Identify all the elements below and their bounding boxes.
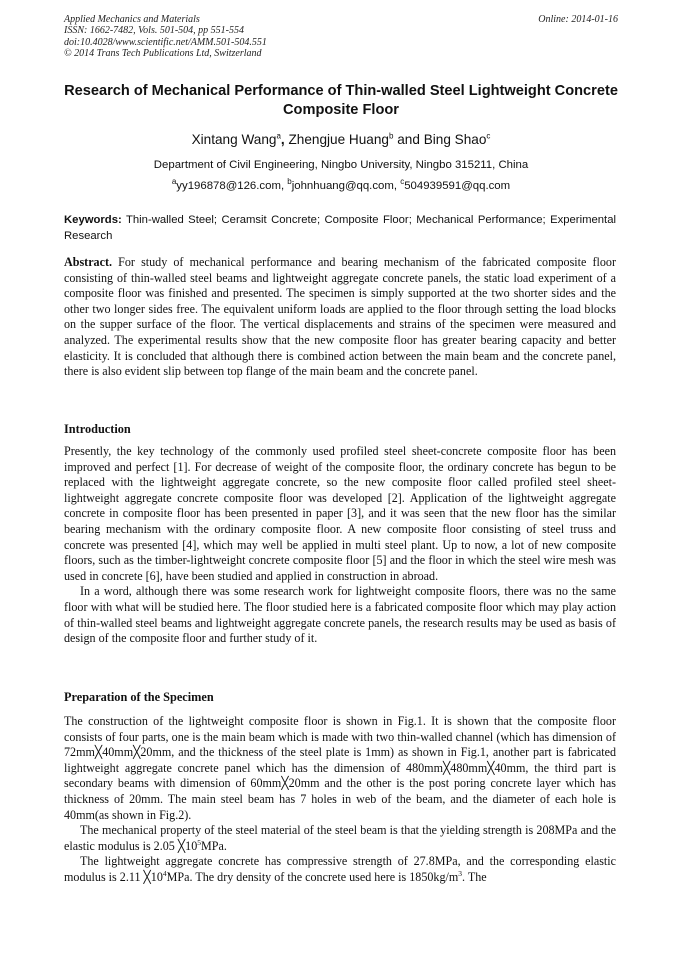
author-affil-mark: b	[389, 131, 394, 141]
paragraph: Presently, the key technology of the commonly used profiled steel sheet-concrete composite floor has been improved and perfect [1]. For decrease of weight of the composite floor, the ordinary concrete has begun to be replaced with the lightweight aggregate concrete, so the new composite floor called profiled steel sheet-lightweight aggregate concrete composite floor was developed [2]. Application of the lightweight aggregate concrete in composite floor has been presented in paper [3], and it was seen that the new floor has the similar bearing mechanism with the ordinary composite floor. A new composite floor consisting of steel truss and concrete was presented [4], which may well be applied in multi steel plant. Up to now, a lot of new composite floors, such as the timber-lightweight concrete composite floor [5] and the floor in which the steel wire mesh was used in concrete [6], have been studied and applied in construction in abroad.	[64, 444, 616, 583]
journal-copyright: © 2014 Trans Tech Publications Ltd, Switzerland	[64, 48, 262, 60]
paragraph: The construction of the lightweight composite floor is shown in Fig.1. It is shown that the composite floor consists of four parts, one is the main beam which is made with two thin-walled channel (which has dimension of 72mm╳40mm╳20mm, and the thickness of the steel plate is 1mm) as shown in Fig.1, another part is fabricated lightweight aggregate concrete panel which has the dimension of 480mm╳480mm╳40mm, the third part is secondary beams with dimension of 60mm╳20mm and the other is the post poring concrete layer which has thickness of 20mm. The main steel beam has 7 holes in web of the beam, and the diameter of each hole is 40mm(as shown in Fig.2).	[64, 714, 616, 822]
paragraph	[64, 823, 616, 854]
email-mark: b	[287, 177, 292, 187]
journal-header	[64, 14, 618, 60]
abstract	[64, 255, 616, 380]
online-date: Online: 2014-01-16	[538, 14, 618, 25]
email-mark: c	[400, 177, 405, 187]
text-run: The mechanical property of the steel material of the steel beam is that the yielding strength is 208MPa and the elastic modulus is 2.05 ╳10	[64, 823, 616, 853]
author-separator: ,	[280, 132, 289, 147]
abstract-label: Abstract.	[64, 255, 113, 269]
author-list	[64, 131, 618, 149]
email: johnhuang@qq.com,	[291, 180, 401, 192]
exponent: 3	[458, 868, 463, 878]
author-name: Zhengjue Huang	[288, 132, 389, 147]
keywords	[64, 213, 616, 244]
keywords-text: Thin-walled Steel; Ceramsit Concrete; Composite Floor; Mechanical Performance; Experimental Research	[64, 214, 616, 242]
paper-title: Research of Mechanical Performance of Thin-walled Steel Lightweight Concrete Composite Floor	[64, 83, 618, 118]
introduction-body	[64, 444, 616, 647]
email: yy196878@126.com,	[176, 180, 288, 192]
text-run: . The	[462, 869, 487, 884]
keywords-label: Keywords:	[64, 214, 122, 226]
abstract-text: For study of mechanical performance and bearing mechanism of the fabricated composite floor consisting of thin-walled steel beams and lightweight aggregate concrete panels, the static load experiment of a composite floor was finished and presented. The specimen is simply supported at the two shorter sides and the other two longer sides free. The equivalent uniform loads are applied to the floor through setting the load blocks on the supper surface of the floor. The vertical displacements and strains of the specimen were measured and analyzed. The experimental results show that the new composite floor has greater bearing capacity and better elasticity. It is concluded that although there is combined action between the main beam and the concrete panel, there is also evident slip between top flange of the main beam and the concrete panel.	[64, 255, 616, 379]
email: 504939591@qq.com	[404, 180, 511, 192]
section-heading-introduction: Introduction	[64, 422, 131, 436]
text-run: MPa. The dry density of the concrete used here is 1850kg/m	[166, 869, 459, 884]
paragraph	[64, 854, 616, 885]
author-name: Xintang Wang	[191, 132, 277, 147]
affiliation: Department of Civil Engineering, Ningbo University, Ningbo 315211, China	[153, 159, 529, 171]
author-separator: and	[393, 132, 424, 147]
exponent: 4	[162, 868, 167, 878]
section-heading-preparation: Preparation of the Specimen	[64, 690, 214, 704]
preparation-body	[64, 714, 616, 886]
email-mark: a	[171, 177, 177, 187]
author-affil-mark: a	[276, 131, 281, 141]
journal-doi: doi:10.4028/www.scientific.net/AMM.501-504.551	[64, 36, 267, 48]
author-affil-mark: c	[486, 131, 491, 141]
paragraph: In a word, although there was some research work for lightweight composite floors, there was no the same floor with what will be studied here. The floor studied here is a fabricated composite floor which may play action of thin-walled steel beams and lightweight aggregate concrete panels, the research results may be used as basis of design of the composite floor and further study of it.	[64, 584, 616, 646]
text-run: The lightweight aggregate concrete has compressive strength of 27.8MPa, and the corresponding elastic modulus is 2.11 ╳10	[64, 854, 616, 884]
text-run: MPa.	[201, 838, 227, 853]
journal-name: Applied Mechanics and Materials	[64, 14, 200, 25]
exponent: 5	[197, 837, 201, 847]
journal-issn: ISSN: 1662-7482, Vols. 501-504, pp 551-554	[64, 25, 244, 37]
author-emails	[64, 179, 618, 194]
author-name: Bing Shao	[423, 132, 487, 147]
